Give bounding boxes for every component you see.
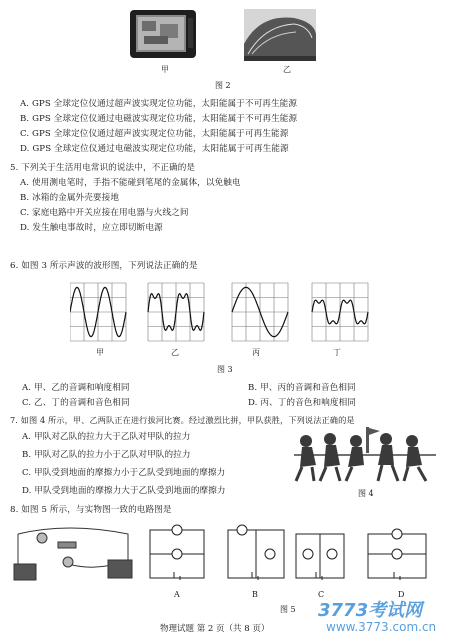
figure-3-label-bing: 丙 [252, 348, 260, 357]
solar-building-image [244, 9, 316, 61]
figure-3-caption: 图 3 [217, 365, 233, 374]
figure-5-circuits [8, 520, 440, 600]
q5-option-a: A. 使用测电笔时，手指不能碰到笔尾的金属体，以免触电 [20, 178, 241, 188]
q5-stem: 5. 下列关于生活用电常识的说法中，不正确的是 [10, 163, 196, 173]
q6-option-c: C. 乙、丁的音调和音色相同 [22, 398, 130, 408]
circuit-a [150, 525, 204, 580]
figure-4-caption: 图 4 [358, 489, 374, 498]
q5-option-b: B. 冰箱的金属外壳要接地 [20, 193, 120, 203]
figure-5-label-d: D [398, 590, 405, 599]
gps-device-image [130, 10, 196, 58]
q4-option-d: D. GPS 全球定位仪通过电磁波实现定位功能，太阳能属于可再生能源 [20, 144, 289, 154]
circuit-c [296, 534, 344, 580]
waveform-panels [70, 281, 370, 343]
q6-option-d: D. 丙、丁的音色和响度相同 [248, 398, 356, 408]
figure-2-label-b: 乙 [283, 65, 291, 74]
q8-stem: 8. 如图 5 所示，与实物图一致的电路图是 [10, 505, 172, 515]
q7-option-c: C. 甲队受到地面的摩擦力小于乙队受到地面的摩擦力 [22, 468, 226, 478]
waveform-jia [70, 283, 126, 341]
figure-2-images [118, 4, 328, 88]
q7-option-a: A. 甲队对乙队的拉力大于乙队对甲队的拉力 [22, 432, 191, 442]
figure-3-waveforms [70, 281, 370, 343]
tug-of-war-image [290, 425, 440, 487]
q7-option-b: B. 甲队对乙队的拉力小于乙队对甲队的拉力 [22, 450, 191, 460]
figure-5-caption: 图 5 [280, 605, 296, 614]
q7-stem: 7. 如图 4 所示，甲、乙两队正在进行拔河比赛。经过激烈比拼，甲队获胜，下列说法正确的是 [10, 415, 355, 425]
figure-2-caption: 图 2 [215, 81, 231, 90]
figure-3-label-jia: 甲 [96, 348, 104, 357]
q4-option-c: C. GPS 全球定位仪通过超声波实现定位功能，太阳能属于可再生能源 [20, 129, 289, 139]
q5-option-d: D. 发生触电事故时，应立即切断电源 [20, 223, 163, 233]
q6-option-b: B. 甲、丙的音调和音色相同 [248, 383, 356, 393]
circuit-b [228, 525, 284, 580]
figure-5-label-b: B [252, 590, 258, 599]
watermark-url: www.3773.com.cn [326, 620, 437, 634]
waveform-ding [312, 283, 368, 341]
q4-option-b: B. GPS 全球定位仪通过电磁波实现定位功能，太阳能属于不可再生能源 [20, 114, 298, 124]
circuit-diagrams [8, 520, 440, 600]
waveform-bing [232, 283, 288, 341]
figure-3-label-yi: 乙 [171, 348, 179, 357]
watermark-brand: 3773考试网 [318, 600, 423, 621]
figure-2-label-a: 甲 [161, 65, 169, 74]
q7-option-d: D. 甲队受到地面的摩擦力大于乙队受到地面的摩擦力 [22, 486, 226, 496]
q6-option-a: A. 甲、乙的音调和响度相同 [22, 383, 130, 393]
page-footer: 物理试题 第 2 页（共 8 页） [160, 624, 270, 634]
figure-3-label-ding: 丁 [333, 348, 341, 357]
waveform-yi [148, 283, 204, 341]
figure-5-label-c: C [318, 590, 325, 599]
figure-5-label-a: A [174, 590, 180, 599]
physical-circuit-photo [14, 528, 132, 580]
figure-2 [118, 4, 328, 88]
figure-4-tug-of-war [290, 425, 440, 487]
q6-stem: 6. 如图 3 所示声波的波形图，下列说法正确的是 [10, 261, 198, 271]
circuit-d [368, 529, 426, 580]
q4-option-a: A. GPS 全球定位仪通过超声波实现定位功能，太阳能属于不可再生能源 [20, 99, 298, 109]
q5-option-c: C. 家庭电路中开关应接在用电器与火线之间 [20, 208, 189, 218]
